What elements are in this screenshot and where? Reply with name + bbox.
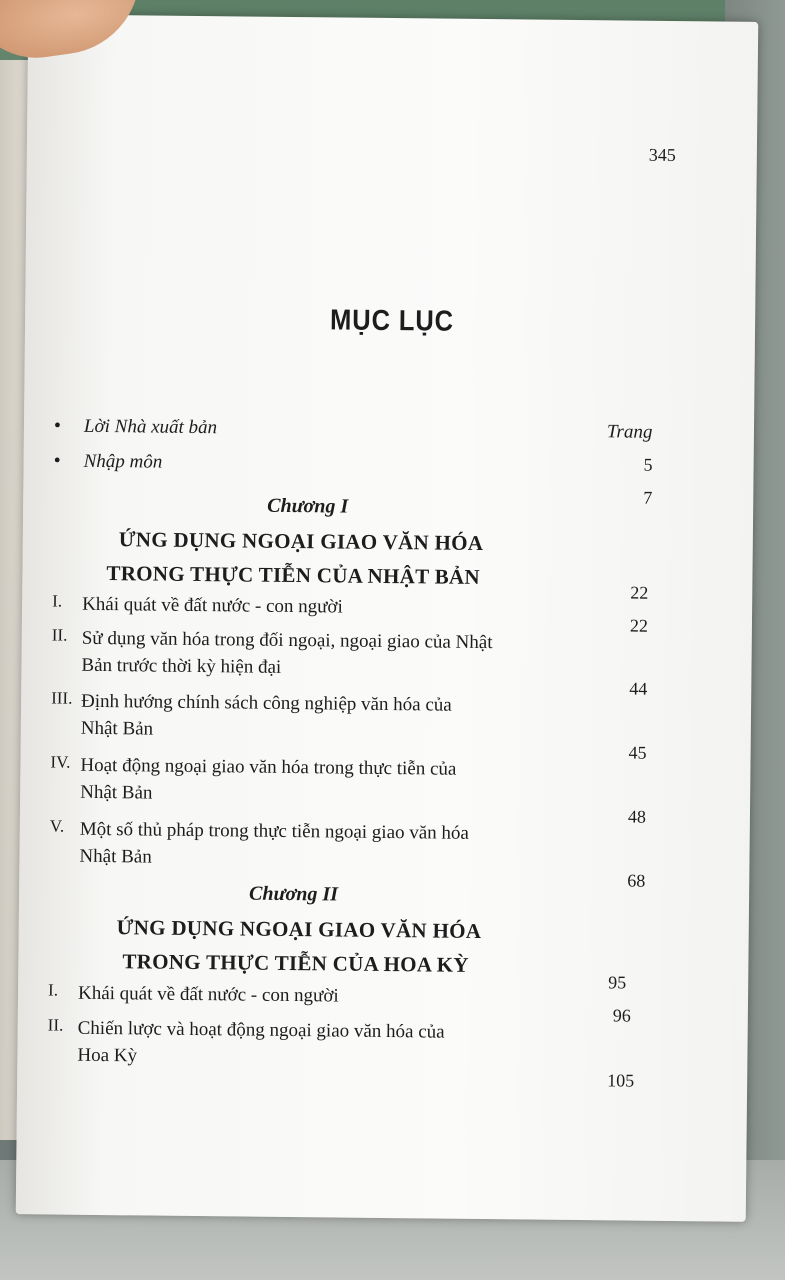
page-ref: 45 <box>628 742 647 763</box>
section-numeral: II. <box>47 1015 64 1035</box>
section-numeral: III. <box>51 688 73 708</box>
toc-entry: Định hướng chính sách công nghiệp văn hóa của <box>81 690 452 716</box>
toc-entry-introduction: Nhập môn <box>83 450 163 473</box>
chapter-title-line: TRONG THỰC TIỄN CỦA HOA KỲ <box>122 949 469 977</box>
book-page <box>16 14 759 1222</box>
page-number: 345 <box>648 144 676 165</box>
bullet: • <box>53 449 61 472</box>
section-numeral: V. <box>49 816 65 836</box>
chapter-title-line: TRONG THỰC TIỄN CỦA NHẬT BẢN <box>106 561 481 589</box>
page-title: MỤC LỤC <box>329 304 455 338</box>
section-numeral: I. <box>52 591 63 611</box>
page-ref: 95 <box>608 972 627 993</box>
page-ref: 105 <box>607 1070 635 1091</box>
chapter-heading: Chương II <box>248 882 339 906</box>
page-ref: 68 <box>627 870 646 891</box>
page-ref: 44 <box>629 678 648 699</box>
toc-entry: Khái quát về đất nước - con người <box>77 982 339 1007</box>
toc-entry: Hoa Kỳ <box>77 1044 138 1067</box>
toc-entry: Nhật Bản <box>79 845 152 868</box>
toc-entry: Chiến lược và hoạt động ngoại giao văn hóa của <box>77 1017 445 1043</box>
chapter-title-line: ỨNG DỤNG NGOẠI GIAO VĂN HÓA <box>116 915 482 944</box>
section-numeral: II. <box>51 625 68 645</box>
bullet: • <box>53 414 62 437</box>
page-ref: 7 <box>643 487 653 508</box>
page-ref: 22 <box>630 582 649 603</box>
column-header-page: Trang <box>606 421 653 443</box>
toc-entry: Khái quát về đất nước - con người <box>82 593 343 618</box>
page-ref: 96 <box>612 1005 631 1026</box>
toc-entry-publisher-note: Lời Nhà xuất bản <box>83 415 218 439</box>
page-ref: 22 <box>629 615 649 636</box>
toc-entry: Sử dụng văn hóa trong đối ngoại, ngoại giao của Nhật <box>81 627 493 654</box>
chapter-title-line: ỨNG DỤNG NGOẠI GIAO VĂN HÓA <box>118 527 484 556</box>
toc-entry: Nhật Bản <box>80 781 153 804</box>
toc-entry: Hoạt động ngoại giao văn hóa trong thực tiễn của <box>80 754 457 780</box>
chapter-heading: Chương I <box>267 494 349 518</box>
toc-entry: Bản trước thời kỳ hiện đại <box>81 654 282 678</box>
page-ref: 48 <box>627 806 647 827</box>
section-numeral: I. <box>47 980 59 1000</box>
toc-entry: Một số thủ pháp trong thực tiễn ngoại giao văn hóa <box>79 818 470 844</box>
page-ref: 5 <box>643 454 653 475</box>
section-numeral: IV. <box>50 752 71 772</box>
toc-entry: Nhật Bản <box>80 717 154 740</box>
